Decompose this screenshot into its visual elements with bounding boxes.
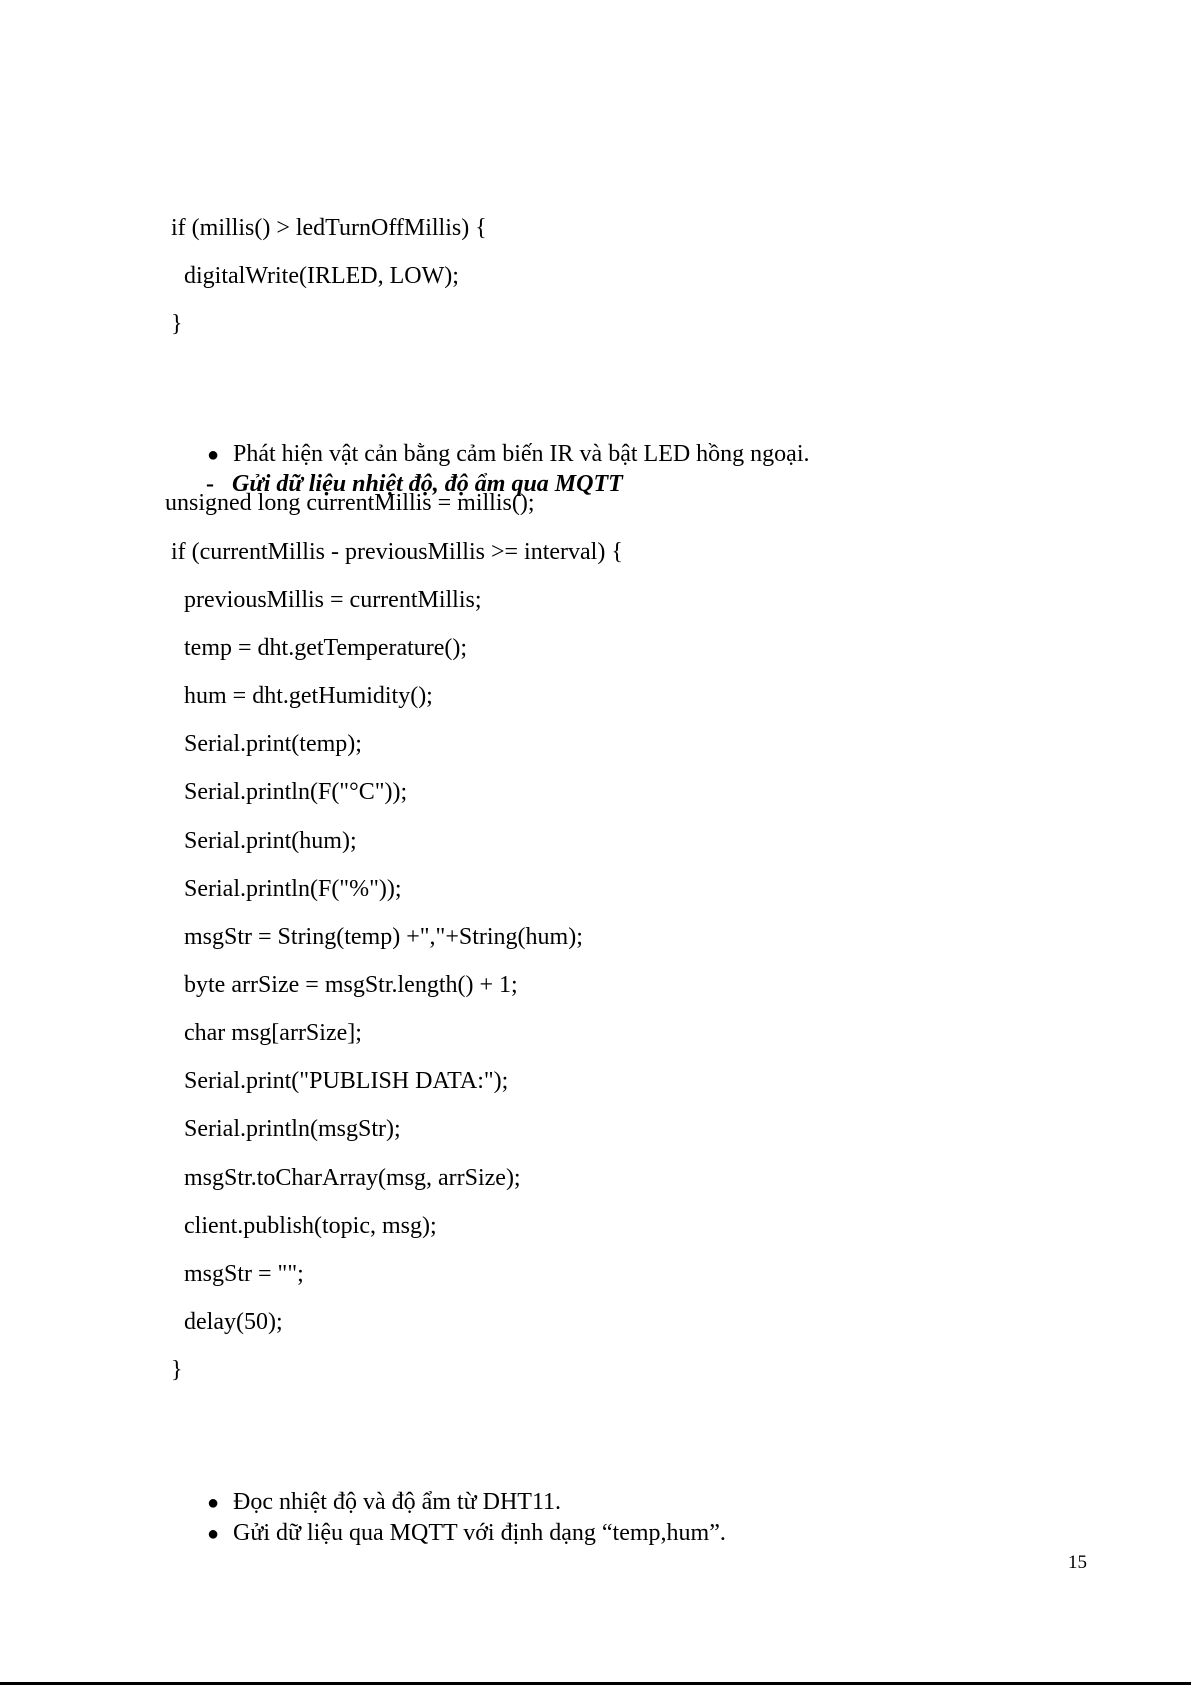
code-line: } — [171, 1357, 183, 1383]
code-line: Serial.print(temp); — [184, 731, 362, 757]
heading-text: Gửi dữ liệu nhiệt độ, độ ẩm qua MQTT — [232, 471, 623, 497]
bullet-text: Đọc nhiệt độ và độ ẩm từ DHT11. — [233, 1489, 562, 1515]
code-line: Serial.println(msgStr); — [184, 1116, 401, 1142]
code-line: msgStr.toCharArray(msg, arrSize); — [184, 1165, 521, 1191]
code-line: temp = dht.getTemperature(); — [184, 635, 468, 661]
code-line: previousMillis = currentMillis; — [184, 587, 482, 613]
page-number: 15 — [1068, 1552, 1087, 1573]
bullet-text: Gửi dữ liệu qua MQTT với định dạng “temp,hum”. — [233, 1520, 726, 1546]
code-line: digitalWrite(IRLED, LOW); — [184, 263, 459, 289]
bullet-icon: ● — [207, 1523, 220, 1545]
bullet-item — [195, 1488, 726, 1549]
code-line: Serial.print(hum); — [184, 828, 357, 854]
code-line: msgStr = String(temp) +","+String(hum); — [184, 924, 583, 950]
bullet-text: Phát hiện vật cản bằng cảm biến IR và bật LED hồng ngoại. — [233, 441, 810, 467]
code-line: Serial.println(F("°C")); — [184, 779, 408, 805]
code-line: unsigned long currentMillis = millis(); — [165, 490, 535, 516]
bullet-icon: ● — [207, 1492, 220, 1514]
code-line: if (currentMillis - previousMillis >= interval) { — [171, 539, 623, 565]
heading-dash: - — [206, 471, 214, 497]
bullet-icon: ● — [207, 444, 220, 466]
code-line: } — [171, 311, 183, 337]
code-line: client.publish(topic, msg); — [184, 1213, 437, 1239]
code-line: if (millis() > ledTurnOffMillis) { — [171, 215, 487, 241]
code-line: byte arrSize = msgStr.length() + 1; — [184, 972, 518, 998]
code-line: delay(50); — [184, 1309, 283, 1335]
code-line: msgStr = ""; — [184, 1261, 304, 1287]
code-line: char msg[arrSize]; — [184, 1020, 362, 1046]
code-line: Serial.print("PUBLISH DATA:"); — [184, 1068, 509, 1094]
code-line: Serial.println(F("%")); — [184, 876, 402, 902]
code-line: hum = dht.getHumidity(); — [184, 683, 433, 709]
